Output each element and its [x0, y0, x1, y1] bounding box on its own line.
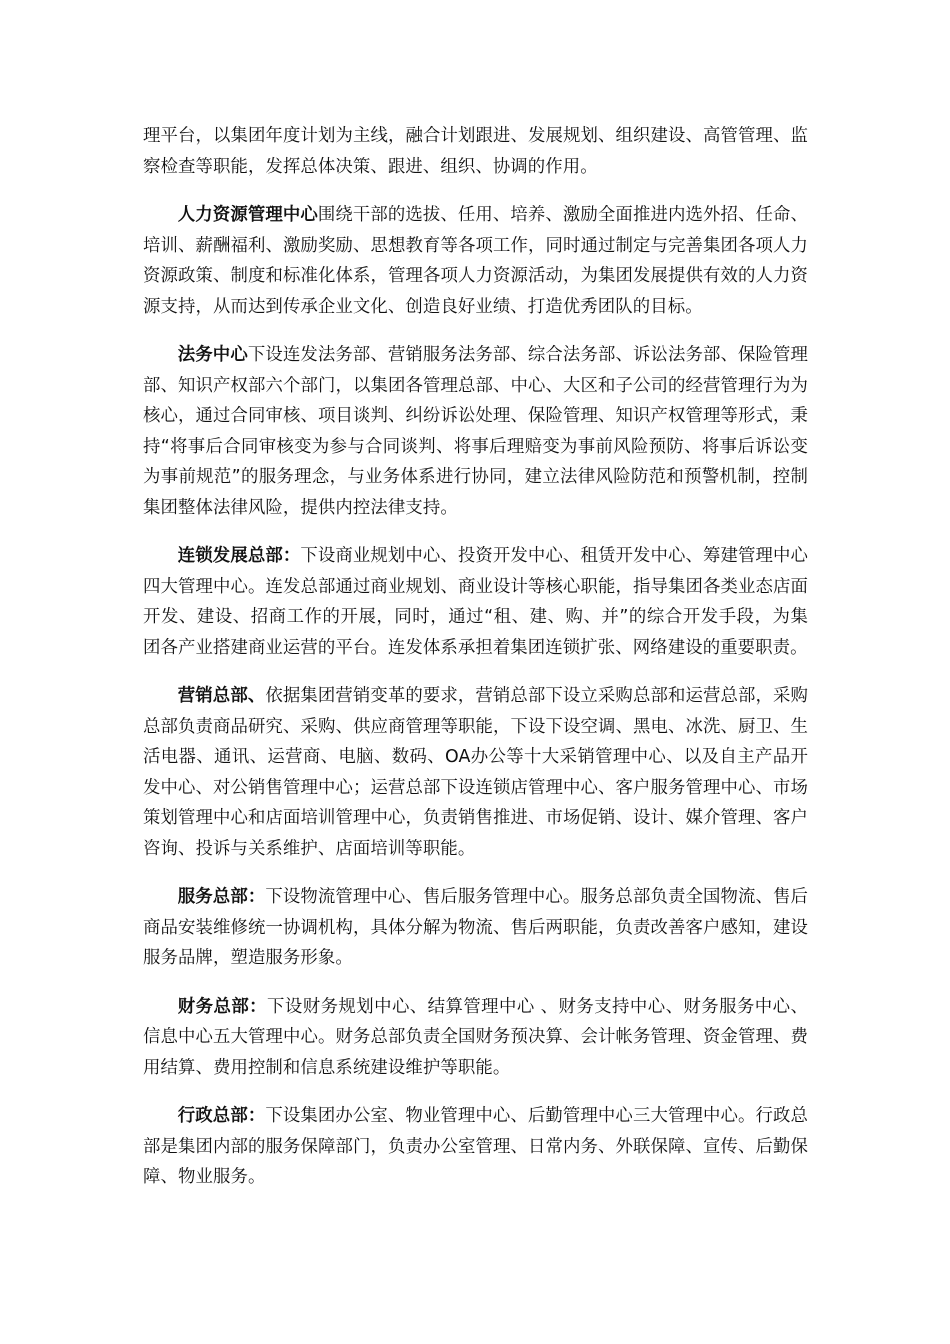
paragraph-text: 依据集团营销变革的要求，营销总部下设立采购总部和运营总部，采购总部负责商品研究、采购、供应商管理等职能，下设下设空调、黑电、冰洗、厨卫、生活电器、通讯、运营商、电脑、数码、OA办公等十大采销管理中心、以及自主产品开发中心、对公销售管理中心；运营总部下设连锁店管理中心、客户服务管理中心、市场策划管理中心和店面培训管理中心，负责销售推进、市场促销、设计、媒介管理、客户咨询、投诉与关系维护、店面培训等职能。: [143, 686, 808, 859]
paragraph-marketing: [143, 681, 808, 864]
paragraph-continuation: [143, 121, 808, 182]
paragraph-lead: 服务总部：: [177, 887, 266, 907]
document-page: [143, 121, 808, 1211]
paragraph-lead: 人力资源管理中心: [177, 205, 318, 225]
paragraph-text: 理平台，以集团年度计划为主线，融合计划跟进、发展规划、组织建设、高管管理、监察检查等职能，发挥总体决策、跟进、组织、协调的作用。: [143, 126, 808, 177]
paragraph-lead: 连锁发展总部：: [177, 546, 301, 566]
paragraph-text: 下设集团办公室、物业管理中心、后勤管理中心三大管理中心。行政总部是集团内部的服务保障部门，负责办公室管理、日常内务、外联保障、宣传、后勤保障、物业服务。: [143, 1106, 808, 1187]
paragraph-administration: [143, 1101, 808, 1193]
paragraph-lead: 法务中心: [177, 345, 248, 365]
paragraph-text: 下设商业规划中心、投资开发中心、租赁开发中心、筹建管理中心四大管理中心。连发总部通过商业规划、商业设计等核心职能，指导集团各类业态店面开发、建设、招商工作的开展，同时，通过“租、建、购、并”的综合开发手段，为集团各产业搭建商业运营的平台。连发体系承担着集团连锁扩张、网络建设的重要职责。: [143, 546, 808, 658]
paragraph-chain-development: [143, 541, 808, 663]
paragraph-legal-center: [143, 340, 808, 523]
paragraph-finance: [143, 992, 808, 1084]
paragraph-text: 围绕干部的选拔、任用、培养、激励全面推进内选外招、任命、培训、薪酬福利、激励奖励、思想教育等各项工作，同时通过制定与完善集团各项人力资源政策、制度和标准化体系，管理各项人力资源活动，为集团发展提供有效的人力资源支持，从而达到传承企业文化、创造良好业绩、打造优秀团队的目标。: [143, 205, 808, 317]
paragraph-lead: 行政总部：: [177, 1106, 266, 1126]
paragraph-text: 下设物流管理中心、售后服务管理中心。服务总部负责全国物流、售后商品安装维修统一协调机构，具体分解为物流、售后两职能，负责改善客户感知，建设服务品牌，塑造服务形象。: [143, 887, 808, 968]
paragraph-service: [143, 882, 808, 974]
paragraph-lead: 财务总部：: [177, 996, 268, 1017]
paragraph-text: 下设财务规划中心、结算管理中心 、财务支持中心、财务服务中心、信息中心五大管理中心。财务总部负责全国财务预决算、会计帐务管理、资金管理、费用结算、费用控制和信息系统建设维护等职能。: [143, 996, 808, 1078]
paragraph-text: 下设连发法务部、营销服务法务部、综合法务部、诉讼法务部、保险管理部、知识产权部六个部门，以集团各管理总部、中心、大区和子公司的经营管理行为为核心，通过合同审核、项目谈判、纠纷诉讼处理、保险管理、知识产权管理等形式，秉持“将事后合同审核变为参与合同谈判、将事后理赔变为事前风险预防、将事后诉讼变为事前规范”的服务理念，与业务体系进行协同，建立法律风险防范和预警机制，控制集团整体法律风险，提供内控法律支持。: [143, 345, 809, 518]
paragraph-hr-center: [143, 200, 808, 322]
paragraph-lead: 营销总部、: [177, 686, 266, 706]
